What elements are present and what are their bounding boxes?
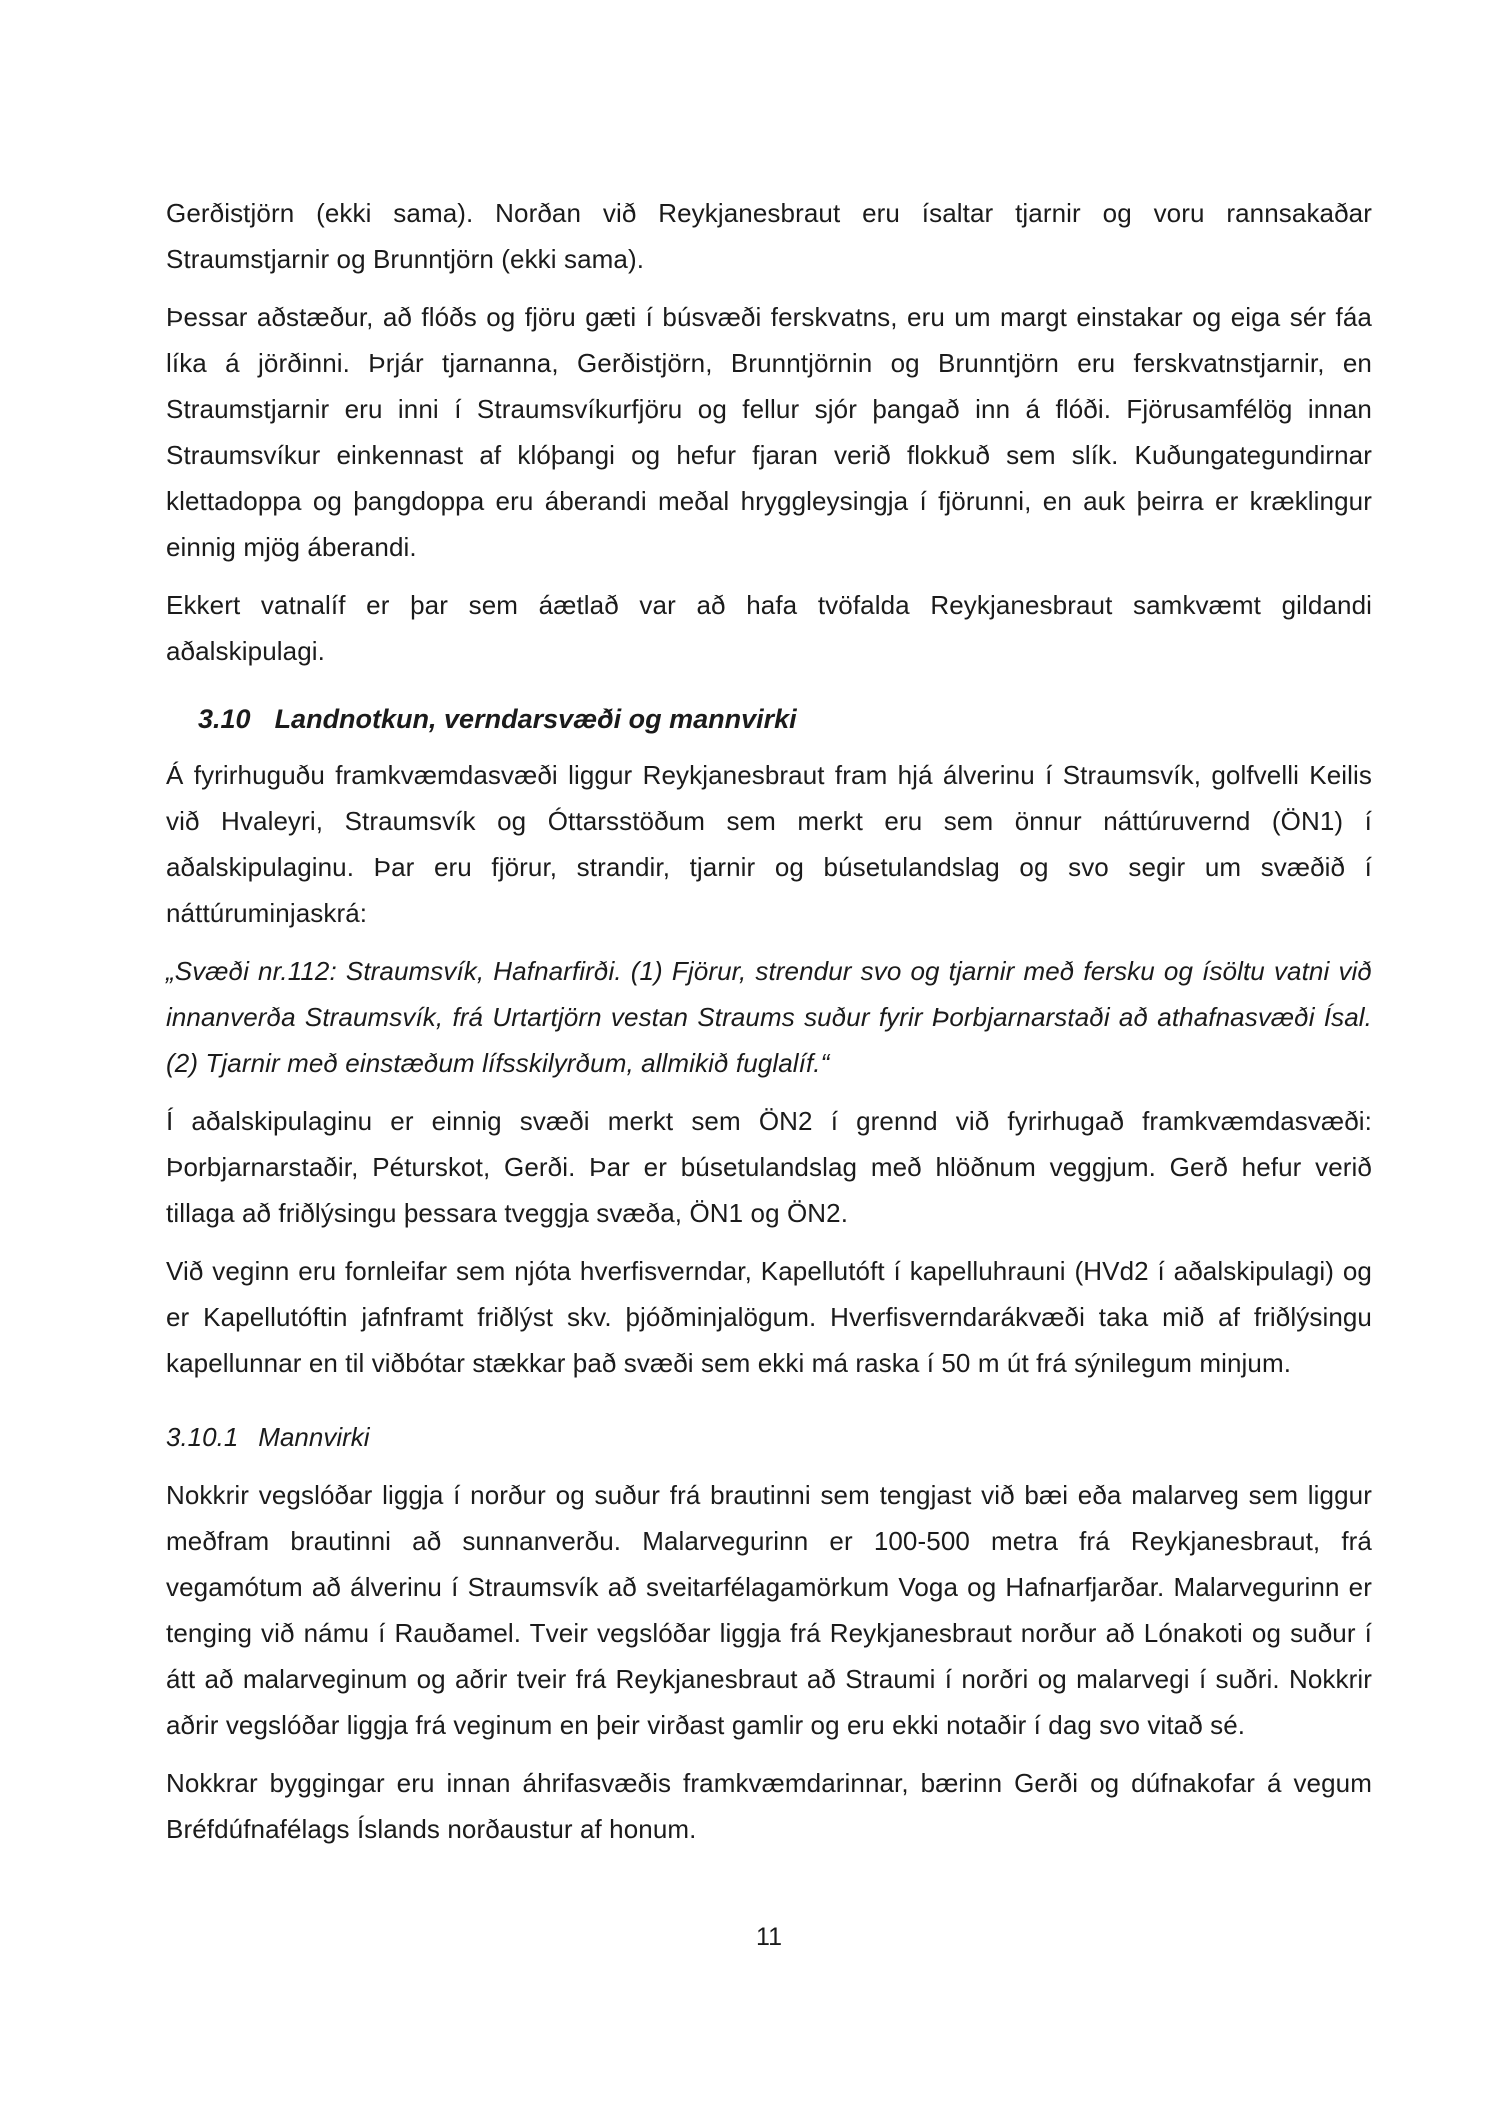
section-heading-number: 3.10: [198, 704, 251, 734]
quote-paragraph: „Svæði nr.112: Straumsvík, Hafnarfirði. (1) Fjörur, strendur svo og tjarnir með fersku og ísöltu vatni við innanverða Straumsvík, frá Urtartjörn vestan Straums suður fyrir Þorbjarnarstaði að athafnasvæði Ísal. (2) Tjarnir með einstæðum lífsskilyrðum, allmikið fuglalíf.“: [166, 956, 1372, 1078]
paragraph: Á fyrirhuguðu framkvæmdasvæði liggur Reykjanesbraut fram hjá álverinu í Straumsvík, golfvelli Keilis við Hvaleyri, Straumsvík og Óttarsstöðum sem merkt eru sem önnur náttúruvernd (ÖN1) í aðalskipulaginu. Þar eru fjörur, strandir, tjarnir og búsetulandslag og svo segir um svæðið í náttúruminjaskrá:: [166, 760, 1372, 928]
subsection-heading-number: 3.10.1: [166, 1422, 239, 1452]
paragraph: Nokkrir vegslóðar liggja í norður og suður frá brautinni sem tengjast við bæi eða malarveg sem liggur meðfram brautinni að sunnanverðu. Malarvegurinn er 100-500 metra frá Reykjanesbraut, frá vegamótum að álverinu í Straumsvík að sveitarfélagamörkum Voga og Hafnarfjarðar. Malarvegurinn er tenging við námu í Rauðamel. Tveir vegslóðar liggja frá Reykjanesbraut norður að Lónakoti og suður í átt að malarveginum og aðrir tveir frá Reykjanesbraut að Straumi í norðri og malarvegi í suðri. Nokkrir aðrir vegslóðar liggja frá veginum en þeir virðast gamlir og eru ekki notaðir í dag svo vitað sé.: [166, 1480, 1372, 1740]
paragraph: Ekkert vatnalíf er þar sem áætlað var að hafa tvöfalda Reykjanesbraut samkvæmt gildandi aðalskipulagi.: [166, 590, 1372, 666]
paragraph: Þessar aðstæður, að flóðs og fjöru gæti í búsvæði ferskvatns, eru um margt einstakar og eiga sér fáa líka á jörðinni. Þrjár tjarnanna, Gerðistjörn, Brunntjörnin og Brunntjörn eru ferskvatnstjarnir, en Straumstjarnir eru inni í Straumsvíkurfjöru og fellur sjór þangað inn á flóði. Fjörusamfélög innan Straumsvíkur einkennast af klóþangi og hefur fjaran verið flokkuð sem slík. Kuðungategundirnar klettadoppa og þangdoppa eru áberandi meðal hryggleysingja í fjörunni, en auk þeirra er kræklingur einnig mjög áberandi.: [166, 302, 1372, 562]
subsection-heading: [166, 1414, 1372, 1460]
paragraph: Gerðistjörn (ekki sama). Norðan við Reykjanesbraut eru ísaltar tjarnir og voru rannsakaðar Straumstjarnir og Brunntjörn (ekki sama).: [166, 198, 1372, 274]
paragraph: Nokkrar byggingar eru innan áhrifasvæðis framkvæmdarinnar, bærinn Gerði og dúfnakofar á vegum Bréfdúfnafélags Íslands norðaustur af honum.: [166, 1768, 1372, 1844]
page-number: 11: [756, 1923, 782, 1951]
subsection-heading-title: Mannvirki: [258, 1422, 370, 1452]
section-heading: [166, 696, 1372, 742]
paragraph: Við veginn eru fornleifar sem njóta hverfisverndar, Kapellutóft í kapelluhrauni (HVd2 í aðalskipulagi) og er Kapellutóftin jafnframt friðlýst skv. þjóðminjalögum. Hverfisverndarákvæði taka mið af friðlýsingu kapellunnar en til viðbótar stækkar það svæði sem ekki má raska í 50 m út frá sýnilegum minjum.: [166, 1256, 1372, 1378]
paragraph: Í aðalskipulaginu er einnig svæði merkt sem ÖN2 í grennd við fyrirhugað framkvæmdasvæði: Þorbjarnarstaðir, Péturskot, Gerði. Þar er búsetulandslag með hlöðnum veggjum. Gerð hefur verið tillaga að friðlýsingu þessara tveggja svæða, ÖN1 og ÖN2.: [166, 1106, 1372, 1228]
section-heading-title: Landnotkun, verndarsvæði og mannvirki: [274, 704, 797, 734]
